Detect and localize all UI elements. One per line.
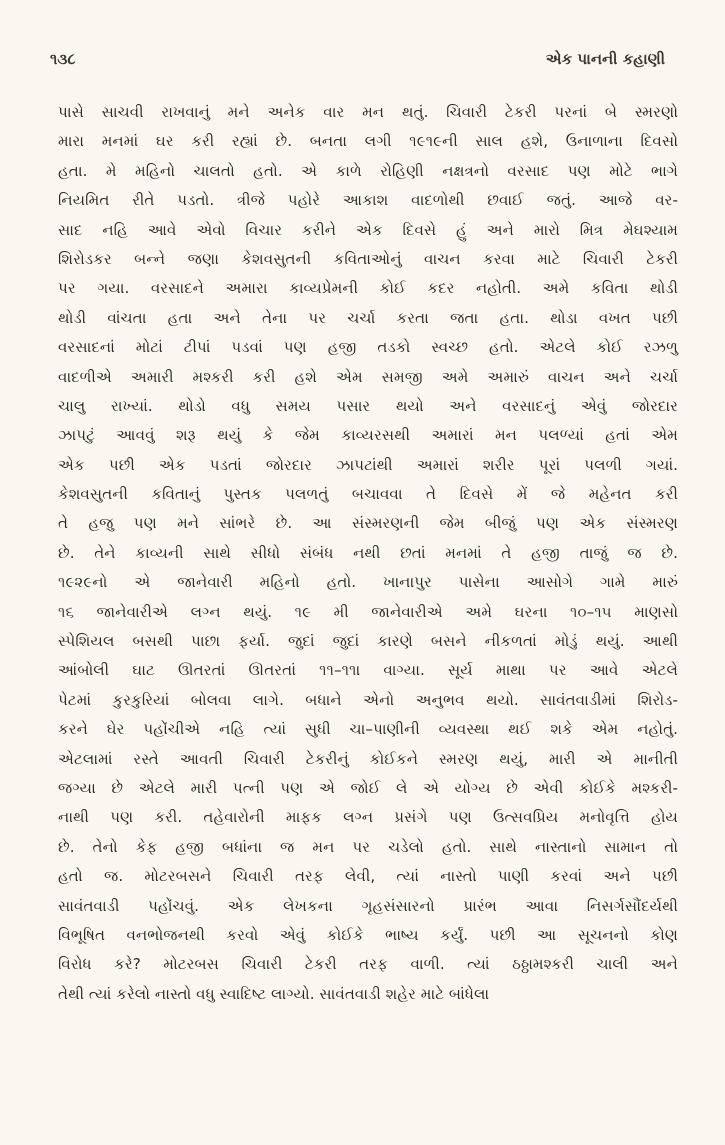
text-line: હતા. મે મહિનો ચાલતો હતો. એ કાળે રોહિણી નક્ષત્રનો વરસાદ પણ મોટે ભાગે — [58, 161, 678, 180]
text-line: સાવંતવાડી પહોંચવું. એક લેખકના ગૃહસંસારનો પ્રારંભ આવા નિસર્ગસૌંદર્યથી — [58, 896, 678, 915]
body-text — [58, 98, 678, 1009]
text-line: ૧૬ જાનેવારીએ લગ્ન થયું. ૧૯ મી જાનેવારીએ અમે ઘરના ૧૦–૧૫ માણસો — [58, 602, 678, 621]
text-line: જગ્યા છે એટલે મારી પત્ની પણ એ જોઈ લે એ યોગ્ય છે એવી કોઈકે મશ્કરી- — [58, 778, 678, 797]
page-header — [50, 50, 665, 80]
text-line: પાસે સાચવી રાખવાનું મને અનેક વાર મન થતું. ચિવારી ટેકરી પરનાં બે સ્મરણો — [58, 103, 678, 121]
text-line: થોડી વાંચતા હતા અને તેના પર ચર્ચા કરતા જતા હતા. થોડા વખત પછી — [58, 308, 678, 327]
text-line: આંબોલી ઘાટ ઊતરતાં ઊતરતાં ૧૧–૧૧ા વાગ્યા. સૂર્ય માથા પર આવે એટલે — [58, 661, 678, 680]
text-line: વાદળીએ અમારી મશ્કરી કરી હશે એમ સમજી અમે અમારું વાચન અને ચર્ચા — [58, 367, 678, 386]
page-number: ૧૩૮ — [50, 50, 76, 68]
running-head-title: એક પાનની કહાણી — [545, 50, 665, 68]
text-line: કેશવસુતની કવિતાનું પુસ્તક પલળતું બચાવવા તે દિવસે મેં જે મહેનત કરી — [58, 485, 678, 504]
text-line: વિભૂષિત વનભોજનથી કરવો એવું કોઈકે ભાષ્ય કર્યું. પછી આ સૂચનનો કોણ — [58, 925, 678, 944]
text-line: હતો જ. મોટરબસને ચિવારી તરફ લેવી, ત્યાં નાસ્તો પાણી કરવાં અને પછી — [58, 867, 678, 886]
text-line: પર ગયા. વરસાદને અમારા કાવ્યપ્રેમની કોઈ કદર નહોતી. અમે કવિતા થોડી — [58, 279, 678, 298]
text-line: એક પછી એક પડતાં જોરદાર ઝાપટાંથી અમારાં શરીર પૂરાં પલળી ગયાં. — [58, 455, 678, 474]
text-line: સાદ નહિ આવે એવો વિચાર કરીને એક દિવસે હું અને મારો મિત્ર મેઘશ્યામ — [58, 220, 678, 239]
text-line: એટલામાં રસ્તે આવતી ચિવારી ટેકરીનું કોઈકને સ્મરણ થયું, મારી એ માનીતી — [58, 749, 678, 768]
text-line: ચાલુ રાખ્યાં. થોડો વધુ સમય પસાર થયો અને વરસાદનું એવું જોરદાર — [58, 396, 678, 415]
text-line: સ્પેશિયલ બસથી પાછા ફર્યા. જુદાં જુદાં કારણે બસને નીકળતાં મોડું થયું. આથી — [58, 632, 678, 651]
text-line: મારા મનમાં ઘર કરી રહ્યાં છે. બનતા લગી ૧૯૧૯ની સાલ હશે, ઉનાળાના દિવસો — [58, 132, 678, 151]
text-line: છે. તેને કાવ્યની સાથે સીધો સંબંધ નથી છતાં મનમાં તે હજી તાજું જ છે. — [58, 543, 678, 562]
text-line: શિરોડકર બન્ને જણા કેશવસુતની કવિતાઓનું વાચન કરવા માટે ચિવારી ટેકરી — [58, 249, 678, 268]
text-line: ઝાપટું આવવું શરૂ થયું કે જેમ કાવ્યરસથી અમારાં મન પલળ્યાં હતાં એમ — [58, 426, 678, 445]
text-line: કરને ઘેર પહોંચીએ નહિ ત્યાં સુધી ચા–પાણીની વ્યવસ્થા થઈ શકે એમ નહોતું. — [58, 720, 678, 739]
text-line: વરસાદનાં મોટાં ટીપાં પડવાં પણ હજી તડકો સ્વચ્છ હતો. એટલે કોઈ રઝળુ — [58, 338, 678, 357]
text-line: તે હજુ પણ મને સાંભરે છે. આ સંસ્મરણની જેમ બીજું પણ એક સંસ્મરણ — [58, 514, 678, 533]
text-line: તેથી ત્યાં કરેલો નાસ્તો વધુ સ્વાદિષ્ટ લાગ્યો. સાવંતવાડી શહેર માટે બાંધેલા — [58, 984, 490, 1003]
text-line: નાથી પણ કરી. તહેવારોની માફક લગ્ન પ્રસંગે પણ ઉત્સવપ્રિય મનોવૃત્તિ હોય — [58, 808, 678, 827]
text-line: પેટમાં કુરકુરિયાં બોલવા લાગે. બધાને એનો અનુભવ થયો. સાવંતવાડીમાં શિરોડ- — [58, 690, 678, 709]
text-line: છે. તેનો કેફ હજી બધાંના જ મન પર ચડેલો હતો. સાથે નાસ્તાનો સામાન તો — [58, 837, 678, 856]
text-line: વિરોધ કરે? મોટરબસ ચિવારી ટેકરી તરફ વાળી. ત્યાં ઠઠ્ઠામશ્કરી ચાલી અને — [58, 955, 678, 974]
text-line: નિયમિત રીતે પડતો. ત્રીજે પહોરે આકાશ વાદળોથી છવાઈ જતું. આજે વર- — [58, 191, 678, 210]
text-line: ૧૯૨૯નો એ જાનેવારી મહિનો હતો. ખાનાપુર પાસેના આસોગે ગામે મારું — [58, 573, 678, 592]
